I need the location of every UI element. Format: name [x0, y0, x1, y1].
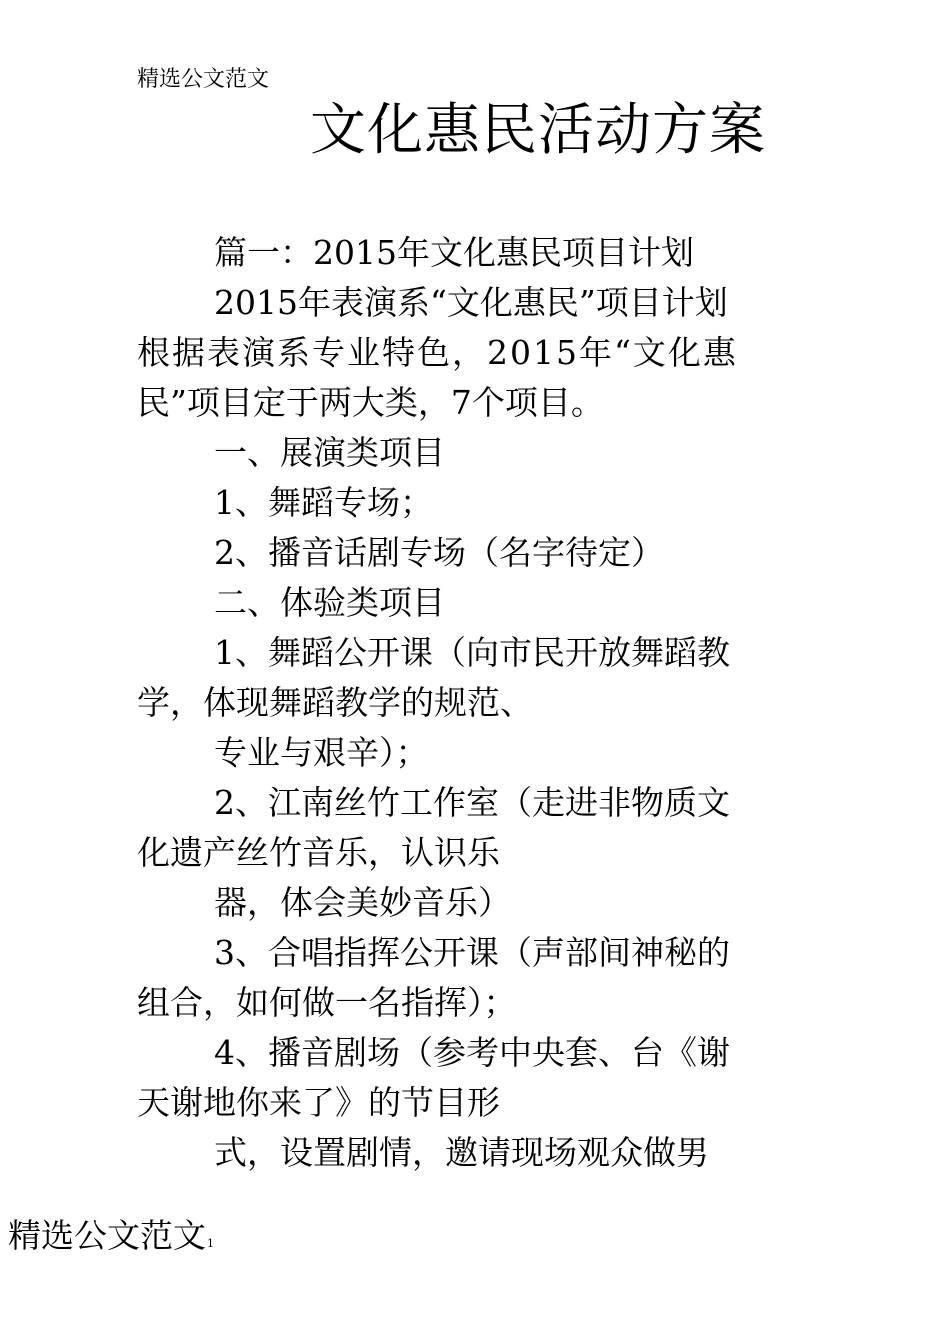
- body-line: 天谢地你来了》的节目形: [137, 1083, 500, 1122]
- footer-label: 精选公文范文: [8, 1216, 206, 1255]
- body-line: 4、播音剧场（参考中央套、台《谢: [214, 1033, 730, 1072]
- body-line: 组合，如何做一名指挥）；: [137, 983, 517, 1022]
- body-line: 根据表演系专业特色，2015年“文化惠: [137, 333, 738, 372]
- header-label: 精选公文范文: [137, 67, 270, 92]
- body-line: 学，体现舞蹈教学的规范、: [137, 683, 533, 722]
- body-line: 1、舞蹈专场；: [214, 483, 433, 522]
- body-line: 器，体会美妙音乐）: [214, 883, 511, 922]
- body-line: 3、合唱指挥公开课（声部间神秘的: [214, 933, 730, 972]
- body-line: 2、播音话剧专场（名字待定）: [214, 533, 664, 572]
- body-line: 专业与艰辛）；: [214, 733, 429, 772]
- body-line: 民”项目定于两大类，7个项目。: [137, 383, 604, 422]
- body-line: 2、江南丝竹工作室（走进非物质文: [214, 783, 730, 822]
- body-line: 一、展演类项目: [214, 433, 445, 472]
- page-footer: [8, 1214, 214, 1266]
- body-line: 2015年表演系“文化惠民”项目计划: [214, 283, 728, 322]
- body-line: 二、体验类项目: [214, 583, 445, 622]
- body-line: 式，设置剧情，邀请现场观众做男: [214, 1133, 709, 1172]
- body-line: 化遗产丝竹音乐，认识乐: [137, 833, 500, 872]
- document-title: 文化惠民活动方案: [310, 98, 766, 163]
- body-line: 篇一：2015年文化惠民项目计划: [214, 233, 694, 272]
- page-number: 1: [207, 1237, 214, 1250]
- document-body: [137, 228, 827, 1178]
- body-line: 1、舞蹈公开课（向市民开放舞蹈教: [214, 633, 730, 672]
